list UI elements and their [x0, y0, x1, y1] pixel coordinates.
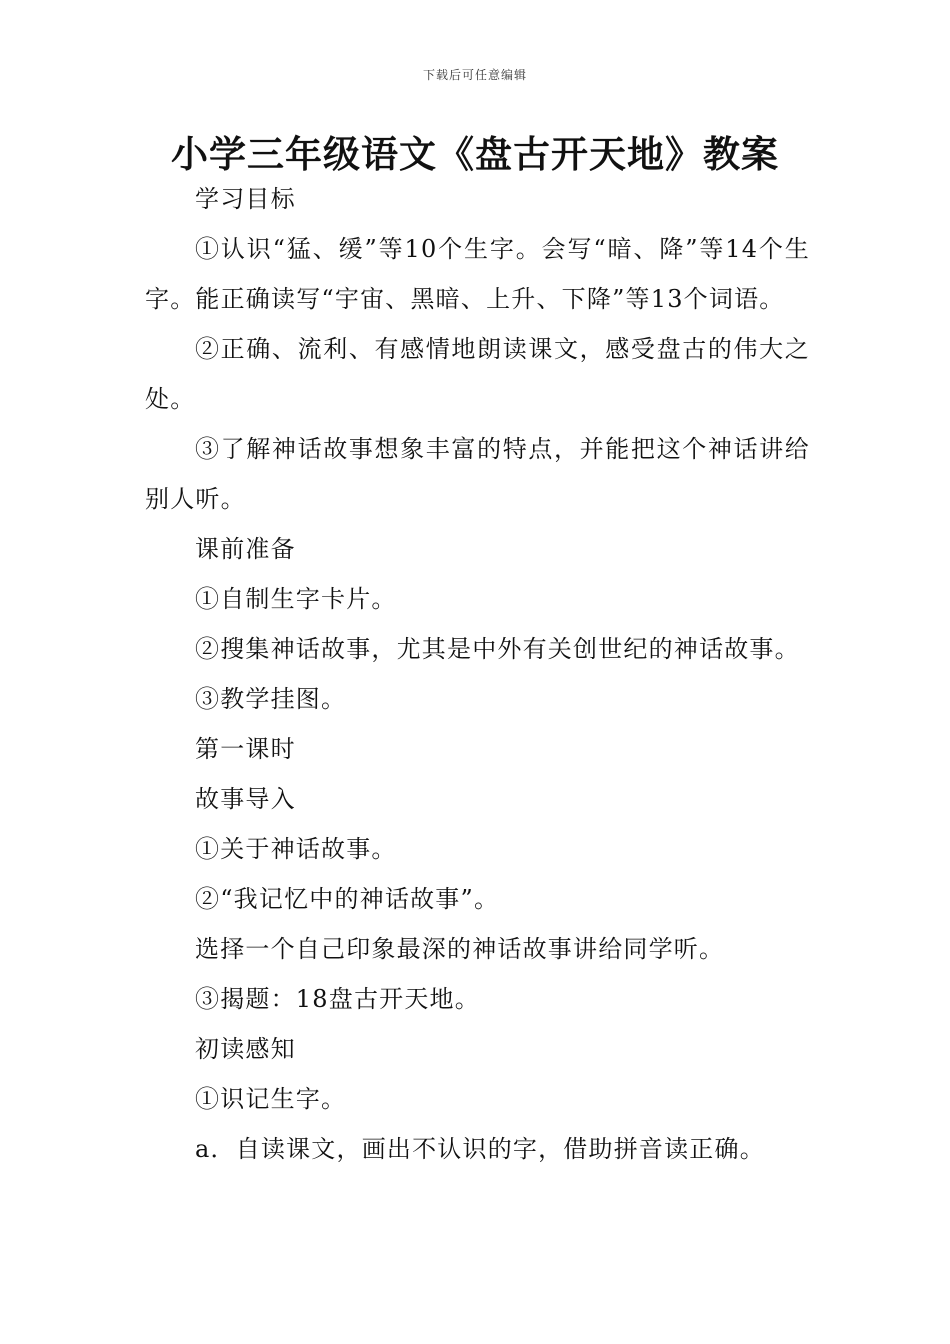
document-title: 小学三年级语文《盘古开天地》教案 — [171, 133, 779, 176]
objective-3: ③了解神话故事想象丰富的特点，并能把这个神话讲给别人听。 — [145, 435, 810, 513]
objective-2: ②正确、流利、有感情地朗读课文，感受盘古的伟大之处。 — [145, 335, 810, 413]
intro-step-2-detail: 选择一个自己印象最深的神话故事讲给同学听。 — [195, 935, 725, 963]
preparation-3: ③教学挂图。 — [195, 685, 347, 713]
preparation-2: ②搜集神话故事，尤其是中外有关创世纪的神话故事。 — [195, 635, 800, 663]
intro-step-1: ①关于神话故事。 — [195, 835, 397, 863]
header-note: 下载后可任意编辑 — [422, 68, 527, 82]
reading-step-1: ①识记生字。 — [195, 1085, 347, 1113]
reading-step-1a: a．自读课文，画出不认识的字，借助拼音读正确。 — [195, 1135, 765, 1163]
intro-step-2: ②“我记忆中的神话故事”。 — [195, 885, 500, 913]
subheading-first-reading: 初读感知 — [195, 1035, 296, 1063]
section-heading-preparation: 课前准备 — [195, 535, 296, 563]
intro-step-3: ③揭题：18盘古开天地。 — [195, 985, 480, 1013]
subheading-story-intro: 故事导入 — [195, 785, 296, 813]
preparation-1: ①自制生字卡片。 — [195, 585, 397, 613]
document-body — [145, 174, 810, 1174]
section-heading-objectives: 学习目标 — [195, 185, 296, 213]
objective-1: ①认识“猛、缓”等10个生字。会写“暗、降”等14个生字。能正确读写“宇宙、黑暗、上升、下降”等13个词语。 — [145, 235, 810, 313]
section-heading-first-lesson: 第一课时 — [195, 735, 296, 763]
